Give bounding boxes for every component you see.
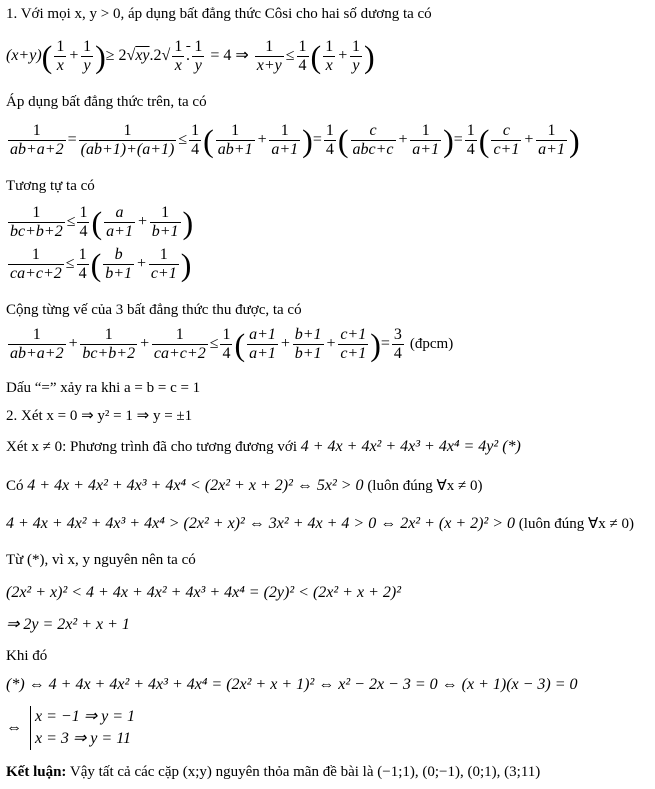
formula-third-bound: $\frac{1}{ca+c+2}$ ≤ $\frac{1}{4}$ ( $\frac{b}{b+1}$ + $\frac{1}{c+1}$ ) bbox=[10, 246, 192, 283]
formula-factorization: (*) ⇔ 4 + 4x + 4x² + 4x³ + 4x⁴ = (2x² + x + 1)² ⇔ x² − 2x − 3 = 0 ⇔ (x + 1)(x − 3) = 0 bbox=[6, 676, 578, 693]
text-line-conclusion bbox=[6, 764, 540, 781]
formula-second-bound: $\frac{1}{bc+b+2}$ ≤ $\frac{1}{4}$ ( $\frac{a}{a+1}$ + $\frac{1}{b+1}$ ) bbox=[10, 204, 194, 241]
text-line-4: Cộng từng vế của 3 bất đẳng thức thu được, ta có bbox=[6, 302, 302, 318]
formula-sandwich: (2x² + x)² < 4 + 4x + 4x² + 4x³ + 4x⁴ = (2y)² < (2x² + x + 2)² bbox=[6, 584, 401, 601]
conclusion-text: Vậy tất cả các cặp (x;y) nguyên thỏa mãn đề bài là (−1;1), (0;−1), (0;1), (3;11) bbox=[66, 764, 541, 780]
solution-1: x = −1 ⇒ y = 1 bbox=[35, 708, 135, 725]
conclusion-label: Kết luận: bbox=[6, 764, 67, 780]
formula-equation-star: 4 + 4x + 4x² + 4x³ + 4x⁴ = 4y² (*) bbox=[300, 438, 521, 455]
text-line-9 bbox=[6, 514, 634, 533]
text-line-5: Dấu “=” xảy ra khi a = b = c = 1 bbox=[6, 380, 201, 396]
text-line-8 bbox=[6, 476, 482, 495]
text-line-13: Khi đó bbox=[6, 648, 48, 664]
text-line-1: 1. Với mọi x, y > 0, áp dụng bất đẳng thức Côsi cho hai số dương ta có bbox=[6, 6, 432, 22]
formula-solution-system: ⇔ x = −1 ⇒ y = 1 x = 3 ⇒ y = 11 bbox=[6, 706, 135, 750]
formula-upper-bound: 4 + 4x + 4x² + 4x³ + 4x⁴ < (2x² + x + 2)² ⇔ 5x² > 0 bbox=[27, 477, 364, 494]
text-line-10: Từ (*), vì x, y nguyên nên ta có bbox=[6, 552, 196, 568]
text-line-7 bbox=[6, 438, 521, 456]
text-line-8-prefix: Có bbox=[6, 478, 24, 494]
text-line-7-prefix: Xét x ≠ 0: Phương trình đã cho tương đương với bbox=[6, 439, 297, 455]
formula-first-bound: $\frac{1}{ab+a+2}$ = $\frac{1}{(ab+1)+(a+1)}$ ≤ $\frac{1}{4}$ ( $\frac{1}{ab+1}$ + $\frac{1}{a+1}$ )= $\frac{1}{4}$ ( $\frac{c}{\text{abc+c}}$ + $\frac{1}{a+1}$ )= $\frac{1}{4}$ ( $\frac{c}{c+1}$ + $\frac{1}{a+1}$ ) bbox=[10, 122, 580, 159]
solution-2: x = 3 ⇒ y = 11 bbox=[35, 730, 132, 747]
formula-sum: $\frac{1}{ab+a+2}$ + $\frac{1}{bc+b+2}$ + $\frac{1}{ca+c+2}$ ≤ $\frac{1}{4}$ ( $\frac{a+1}{a+1}$ + $\frac{b+1}{b+1}$ + $\frac{c+1}{c+1}$ )= $\frac{3}{4}$ (đpcm) bbox=[10, 326, 454, 363]
text-line-8-note: (luôn đúng ∀x ≠ 0) bbox=[367, 478, 483, 494]
formula-conclusion-2y: ⇒ 2y = 2x² + x + 1 bbox=[6, 616, 130, 633]
formula-cauchy: (x+y)( $\frac{1}{x}$ + $\frac{1}{y}$ )≥ 2√xy.2√ $\frac{1}{x}$ . $\frac{1}{y}$ = 4 ⇒ $\frac{1}{x+y}$ ≤ $\frac{1}{4}$ ( $\frac{1}{x}$ + $\frac{1}{y}$ ) bbox=[6, 38, 375, 75]
text-line-2: Áp dụng bất đẳng thức trên, ta có bbox=[6, 94, 207, 110]
qed-label: (đpcm) bbox=[409, 336, 454, 353]
text-line-3: Tương tự ta có bbox=[6, 178, 95, 194]
formula-lower-bound: 4 + 4x + 4x² + 4x³ + 4x⁴ > (2x² + x)² ⇔ 3x² + 4x + 4 > 0 ⇔ 2x² + (x + 2)² > 0 bbox=[6, 515, 516, 532]
text-line-9-note: (luôn đúng ∀x ≠ 0) bbox=[518, 516, 634, 532]
text-line-6: 2. Xét x = 0 ⇒ y² = 1 ⇒ y = ±1 bbox=[6, 408, 193, 424]
